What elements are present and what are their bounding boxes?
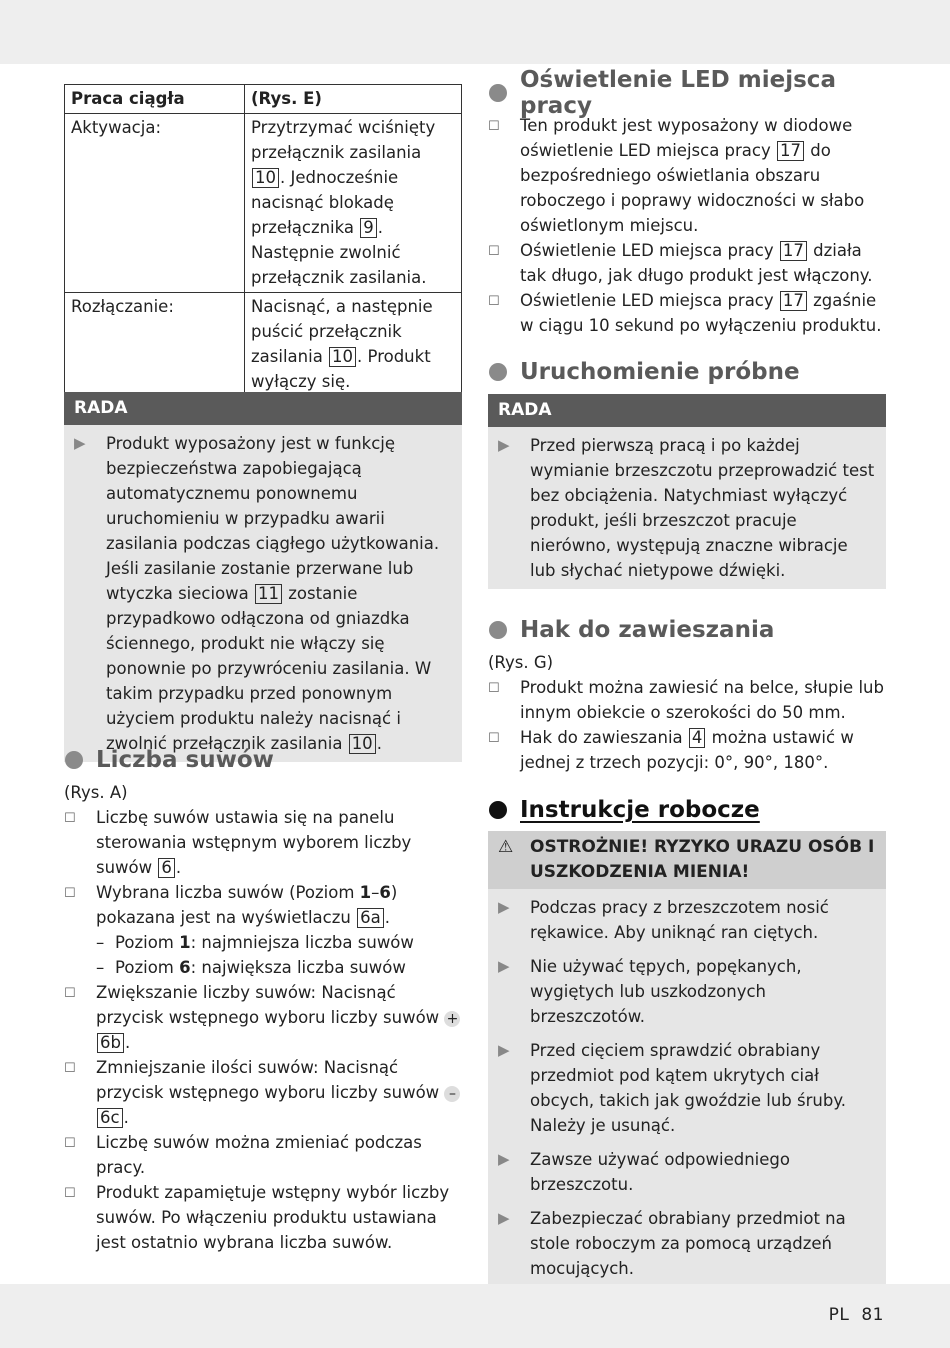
list-item: ☐ Liczbę suwów można zmieniać podczas pracy. xyxy=(64,1130,462,1180)
section-heading: Uruchomienie próbne xyxy=(488,356,886,388)
ref-number: 6b xyxy=(97,1033,124,1053)
minus-key-icon: – xyxy=(444,1086,460,1102)
ref-number: 6 xyxy=(158,858,175,878)
list-item: ☐ Zwiększanie liczby suwów: Nacisnąć przycisk wstępnego wyboru liczby suwów + 6b . xyxy=(64,980,462,1055)
list-item: ☐ Liczbę suwów ustawia się na panelu sterowania wstępnym wyborem liczby suwów 6 . xyxy=(64,805,462,880)
ref-number: 10 xyxy=(252,168,279,188)
arrow-right-icon: ▶ xyxy=(74,434,86,452)
section-led xyxy=(488,67,886,338)
list-item: ☐ Oświetlenie LED miejsca pracy 17 działa tak długo, jak długo produkt jest włączony. xyxy=(488,238,886,288)
table-row xyxy=(65,114,462,293)
section-work-instructions xyxy=(488,794,886,1294)
ref-number: 10 xyxy=(329,347,356,367)
sub-list-item: – Poziom 1: najmniejsza liczba suwów xyxy=(96,933,414,952)
checkbox-icon: ☐ xyxy=(64,1186,76,1201)
checkbox-icon: ☐ xyxy=(488,244,500,259)
bullet-dot-icon xyxy=(65,751,83,769)
table-row xyxy=(65,293,462,397)
list-item: ▶ Podczas pracy z brzeszczotem nosić rękawice. Aby uniknąć ran ciętych. xyxy=(498,895,876,945)
section-strokes xyxy=(64,744,462,1255)
section-heading: Oświetlenie LED miejsca pracy xyxy=(488,77,886,109)
list-item: ☐ Produkt zapamiętuje wstępny wybór liczby suwów. Po włączeniu produktu ustawiana jest ostatnio wybrana liczba suwów. xyxy=(64,1180,462,1255)
arrow-right-icon: ▶ xyxy=(498,898,510,916)
warning-triangle-icon: ⚠ xyxy=(498,837,514,857)
section-hook xyxy=(488,614,886,775)
bottom-band xyxy=(0,1284,950,1348)
tip-title: RADA xyxy=(64,392,462,425)
checkbox-icon: ☐ xyxy=(488,681,500,696)
ref-number: 17 xyxy=(777,141,804,161)
ref-number: 4 xyxy=(689,728,706,748)
list-item: ▶ Nie używać tępych, popękanych, wygiętych lub uszkodzonych brzeszczotów. xyxy=(498,954,876,1029)
checkbox-icon: ☐ xyxy=(488,294,500,309)
arrow-right-icon: ▶ xyxy=(498,1150,510,1168)
ref-number: 17 xyxy=(780,241,807,261)
section-heading: Liczba suwów xyxy=(64,744,462,776)
checkbox-icon: ☐ xyxy=(488,731,500,746)
table-cell-label: Rozłączanie: xyxy=(65,293,245,397)
figure-ref: (Rys. A) xyxy=(64,783,128,802)
checkbox-icon: ☐ xyxy=(64,886,76,901)
table-header-cell: (Rys. E) xyxy=(245,85,462,114)
ref-number: 10 xyxy=(349,734,376,754)
arrow-right-icon: ▶ xyxy=(498,1209,510,1227)
checkbox-icon: ☐ xyxy=(64,1136,76,1151)
list-item: ▶ Przed cięciem sprawdzić obrabiany przedmiot pod kątem ukrytych ciał obcych, takich jak gwoździe lub śruby. Należy je usunąć. xyxy=(498,1038,876,1138)
list-item: ☐ Ten produkt jest wyposażony w diodowe oświetlenie LED miejsca pracy 17 do bezpośredniego oświetlania obszaru roboczego i poprawy widoczności w słabo oświetlonym miejscu. xyxy=(488,113,886,238)
table-header-cell: Praca ciągła xyxy=(65,85,245,114)
arrow-right-icon: ▶ xyxy=(498,1041,510,1059)
ref-number: 6c xyxy=(97,1108,123,1128)
list-item: ▶ Zawsze używać odpowiedniego brzeszczotu. xyxy=(498,1147,876,1197)
checkbox-icon: ☐ xyxy=(64,1061,76,1076)
table-cell-text: Nacisnąć, a następnie puścić przełącznik zasilania 10 . Produkt wyłączy się. xyxy=(245,293,462,397)
plus-key-icon: + xyxy=(444,1011,460,1027)
list-item: ▶ Zabezpieczać obrabiany przedmiot na stole roboczym za pomocą urządzeń mocujących. xyxy=(498,1206,876,1281)
list-item: ☐ Oświetlenie LED miejsca pracy 17 zgaśnie w ciągu 10 sekund po wyłączeniu produktu. xyxy=(488,288,886,338)
language-code: PL xyxy=(828,1305,850,1325)
list-item: ☐ Hak do zawieszania 4 można ustawić w jednej z trzech pozycji: 0°, 90°, 180°. xyxy=(488,725,886,775)
list-item: ☐ Wybrana liczba suwów (Poziom 1–6) pokazana jest na wyświetlaczu 6a . xyxy=(64,880,462,930)
table-cell-text: Przytrzymać wciśnięty przełącznik zasilania 10 . Jednocześnie nacisnąć blokadę przełącznika 9 . Następnie zwolnić przełącznik zasilania. xyxy=(245,114,462,293)
checkbox-icon: ☐ xyxy=(64,811,76,826)
section-heading: Instrukcje robocze xyxy=(488,794,886,826)
bullet-dot-icon xyxy=(489,363,507,381)
bullet-dot-icon xyxy=(489,621,507,639)
table-header xyxy=(65,85,462,114)
section-trial-run xyxy=(488,356,886,589)
tip-text: Przed pierwszą pracą i po każdej wymianie brzeszczotu przeprowadzić test bez obciążenia. Natychmiast wyłączyć produkt, jeśli brzeszczot pracuje nierówno, występują znaczne wibracje lub słychać nietypowe dźwięki. xyxy=(530,436,875,580)
table-cell-label: Aktywacja: xyxy=(65,114,245,293)
tip-box-power-failure xyxy=(64,392,462,762)
section-heading: Hak do zawieszania xyxy=(488,614,886,646)
ref-number: 9 xyxy=(360,218,377,238)
tip-title: RADA xyxy=(488,394,886,427)
page-footer xyxy=(817,1305,884,1325)
continuous-operation-table xyxy=(64,84,462,397)
list-item: ☐ Produkt można zawiesić na belce, słupie lub innym obiekcie o szerokości do 50 mm. xyxy=(488,675,886,725)
bullet-dot-icon xyxy=(489,801,507,819)
arrow-right-icon: ▶ xyxy=(498,436,510,454)
arrow-right-icon: ▶ xyxy=(498,957,510,975)
ref-number: 17 xyxy=(780,291,807,311)
checkbox-icon: ☐ xyxy=(64,986,76,1001)
ref-number: 11 xyxy=(255,584,282,604)
page-number: 81 xyxy=(861,1305,884,1325)
ref-number: 6a xyxy=(357,908,384,928)
top-band xyxy=(0,0,950,64)
checkbox-icon: ☐ xyxy=(488,119,500,134)
list-item: ☐ Zmniejszanie ilości suwów: Nacisnąć przycisk wstępnego wyboru liczby suwów – 6c . xyxy=(64,1055,462,1130)
figure-ref: (Rys. G) xyxy=(488,653,554,672)
tip-text: Produkt wyposażony jest w funkcję bezpieczeństwa zapobiegającą automatycznemu ponownemu uruchomieniu w przypadku awarii zasilania podczas ciągłego użytkowania. Jeśli zasilanie zostanie przerwane lub wtyczka sieciowa 11 zostanie przypadkowo odłączona od gniazdka ściennego, produkt nie włączy się ponownie po przywróceniu zasilania. W takim przypadku przed ponownym użyciem produktu należy nacisnąć i zwolnić przełącznik zasilania 10 . xyxy=(106,434,440,753)
warning-items xyxy=(488,889,886,1294)
sub-list-item: – Poziom 6: największa liczba suwów xyxy=(96,958,406,977)
bullet-dot-icon xyxy=(489,84,507,102)
warning-bar: ⚠ OSTROŻNIE! RYZYKO URAZU OSÓB I USZKODZENIA MIENIA! xyxy=(488,831,886,889)
